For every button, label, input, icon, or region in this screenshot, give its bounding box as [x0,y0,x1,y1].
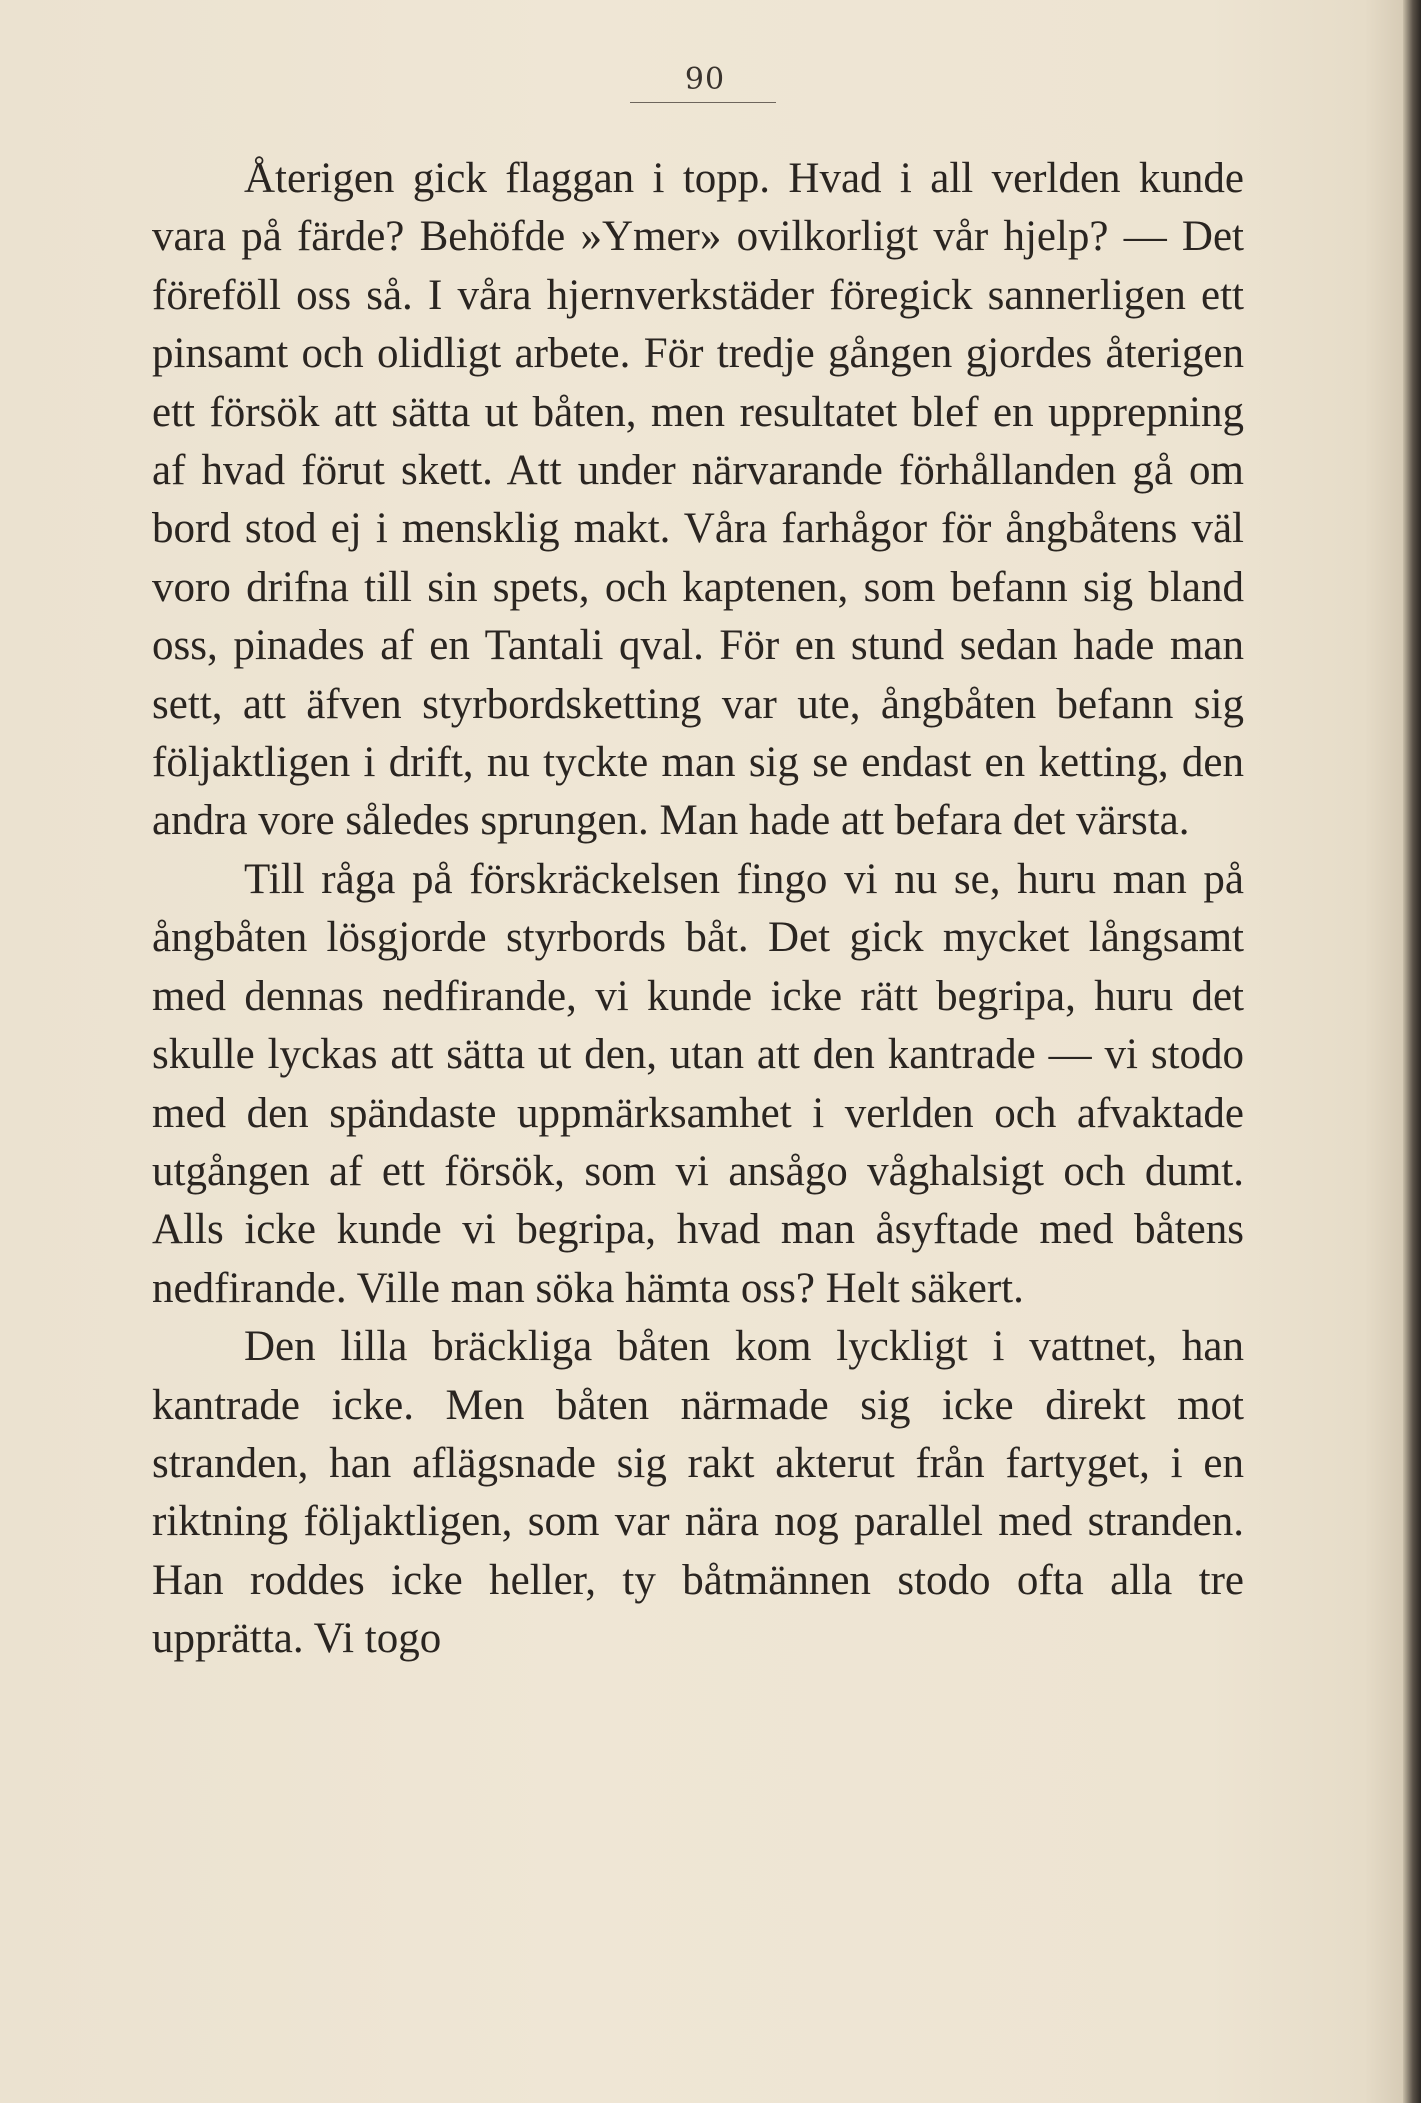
page-number-rule [630,102,776,103]
book-spine-edge [1403,0,1421,2103]
paragraph-3: Den lilla bräckliga båten kom lyckligt i vattnet, han kantrade icke. Men båten närmade sig icke direkt mot stranden, han aflägsnade sig rakt akterut från fartyget, i en riktning följaktligen, som var nära nog parallel med stranden. Han roddes icke heller, ty båtmännen stodo ofta alla tre upprätta. Vi togo [152,1323,1244,1663]
paragraph-2: Till råga på förskräckelsen fingo vi nu se, huru man på ångbåten lösgjorde styrbords båt. Det gick mycket långsamt med dennas nedfirande, vi kunde icke rätt begripa, huru det skulle lyckas att sätta ut den, utan att den kantrade — vi stodo med den spändaste uppmärksamhet i verlden och afvaktade utgången af ett försök, som vi ansågo våghalsigt och dumt. Alls icke kunde vi begripa, hvad man åsyftade med båtens nedfirande. Ville man söka hämta oss? Helt säkert. [152,855,1244,1312]
page-number: 90 [684,62,726,97]
paragraph-1: Återigen gick flaggan i topp. Hvad i all verlden kunde vara på färde? Behöfde »Ymer» ovilkorligt vår hjelp? — Det föreföll oss så. I våra hjernverkstäder föregick sannerligen ett pinsamt och olidligt arbete. För tredje gången gjordes återigen ett försök att sätta ut båten, men resultatet blef en upprepning af hvad förut skett. Att under närvarande förhållanden gå om bord stod ej i mensklig makt. Våra farhågor för ångbåtens väl voro drifna till sin spets, och kaptenen, som befann sig bland oss, pinades af en Tantali qval. För en stund sedan hade man sett, att äfven styrbordsketting var ute, ångbåten befann sig följaktligen i drift, nu tyckte man sig se endast en ketting, den andra vore således sprungen. Man hade att befara det värsta. [152,155,1244,845]
body-text [152,150,1244,1669]
